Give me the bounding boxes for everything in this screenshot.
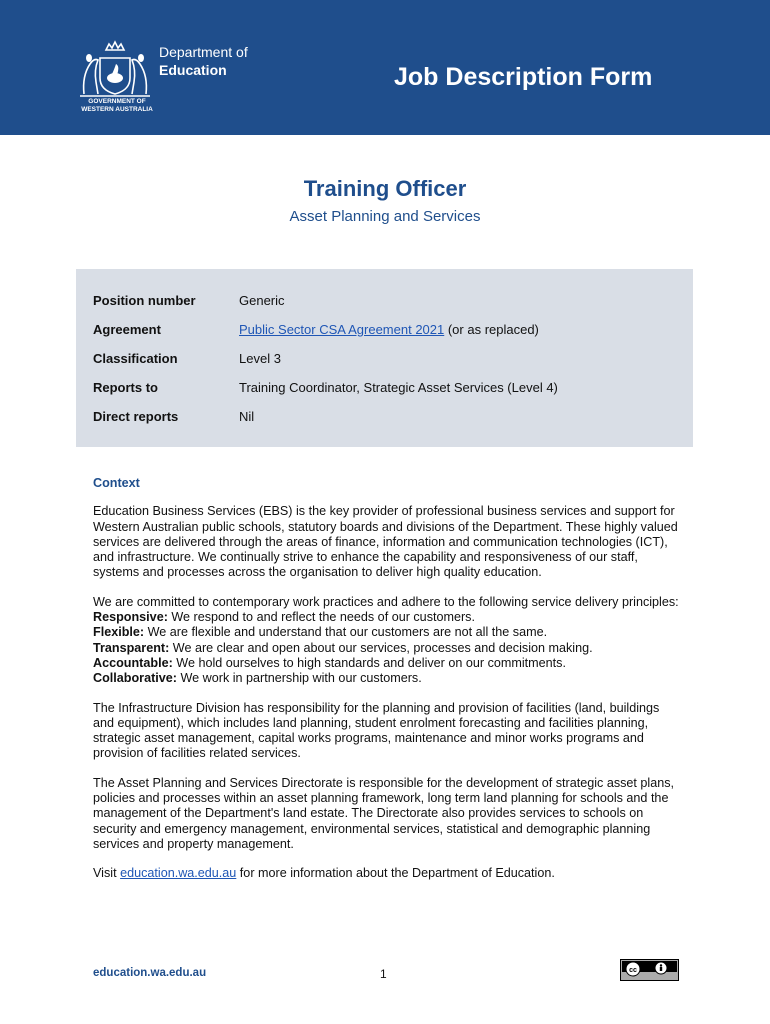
- government-line-2: WESTERN AUSTRALIA: [81, 106, 153, 113]
- government-label: [72, 98, 162, 114]
- principle-term: Accountable:: [93, 655, 173, 670]
- footer-url: education.wa.edu.au: [93, 967, 207, 979]
- agreement-label: Agreement: [93, 322, 161, 337]
- service-principles: [93, 595, 683, 687]
- agreement-link[interactable]: Public Sector CSA Agreement 2021: [239, 322, 445, 337]
- job-title: Training Officer: [303, 176, 467, 201]
- header-banner: [0, 0, 770, 135]
- principle-text: We work in partnership with our customers.: [176, 671, 422, 686]
- creative-commons-by-icon: [620, 959, 679, 981]
- education-website-link[interactable]: education.wa.edu.au: [120, 866, 237, 881]
- reports-to-value: Training Coordinator, Strategic Asset Services (Level 4): [239, 380, 558, 395]
- form-title: Job Description Form: [394, 63, 653, 91]
- direct-reports-label: Direct reports: [93, 409, 179, 424]
- principle-text: We respond to and reflect the needs of our customers.: [167, 610, 475, 625]
- position-details-box: [76, 269, 693, 447]
- visit-prefix: Visit: [93, 866, 121, 881]
- principle-term: Collaborative:: [93, 671, 177, 686]
- department-name-line-2: Education: [159, 62, 227, 78]
- reports-to-label: Reports to: [93, 380, 158, 395]
- principle-term: Flexible:: [93, 625, 145, 640]
- classification-label: Classification: [93, 351, 178, 366]
- classification-value: Level 3: [239, 351, 281, 366]
- position-number-value: Generic: [239, 293, 285, 308]
- context-paragraph-infrastructure: The Infrastructure Division has responsibility for the planning and provision of facilities (land, buildings and equipment), which includes land planning, student enrolment forecasting and facilities planning, strategic asset management, capital works programs, maintenance and minor works programs and provision of facilities related services.: [93, 700, 660, 761]
- visit-line: [93, 866, 683, 881]
- principle-term: Responsive:: [93, 610, 168, 625]
- principle-term: Transparent:: [93, 640, 170, 655]
- agreement-value: [239, 322, 539, 337]
- agreement-suffix: (or as replaced): [444, 322, 539, 337]
- principle-text: We are clear and open about our services, processes and decision making.: [169, 640, 593, 655]
- wa-coat-of-arms-icon: [76, 36, 154, 100]
- principle-text: We are flexible and understand that our customers are not all the same.: [144, 625, 548, 640]
- context-paragraph-ebs: Education Business Services (EBS) is the key provider of professional business services and support for Western Australian public schools, statutory boards and divisions of the Department. These highly valued services are delivered through the areas of finance, information and communication technologies (ICT), and infrastructure. We continually strive to enhance the capability and responsiveness of our staff, systems and processes across the organisation to deliver high quality education.: [93, 504, 678, 580]
- department-name-line-1: Department of: [159, 44, 248, 60]
- svg-text:cc: cc: [629, 967, 637, 974]
- context-paragraph-directorate: The Asset Planning and Services Directorate is responsible for the development of strategic asset plans, policies and processes within an asset planning framework, long term land planning for schools and the management of the Department's land estate. The Directorate also provides services to schools on security and emergency management, environmental services, statistical and demographic planning services and property management.: [93, 775, 675, 851]
- context-heading: Context: [93, 476, 140, 490]
- government-line-1: GOVERNMENT OF: [88, 98, 146, 105]
- position-number-label: Position number: [93, 293, 196, 308]
- directorate-subtitle: Asset Planning and Services: [289, 208, 481, 225]
- visit-suffix: for more information about the Department of Education.: [236, 866, 555, 881]
- principle-text: We hold ourselves to high standards and deliver on our commitments.: [172, 655, 566, 670]
- page-number: 1: [380, 967, 387, 981]
- context-section: [93, 476, 683, 896]
- principles-intro: We are committed to contemporary work practices and adhere to the following service delivery principles:: [93, 594, 679, 609]
- direct-reports-value: Nil: [239, 409, 255, 424]
